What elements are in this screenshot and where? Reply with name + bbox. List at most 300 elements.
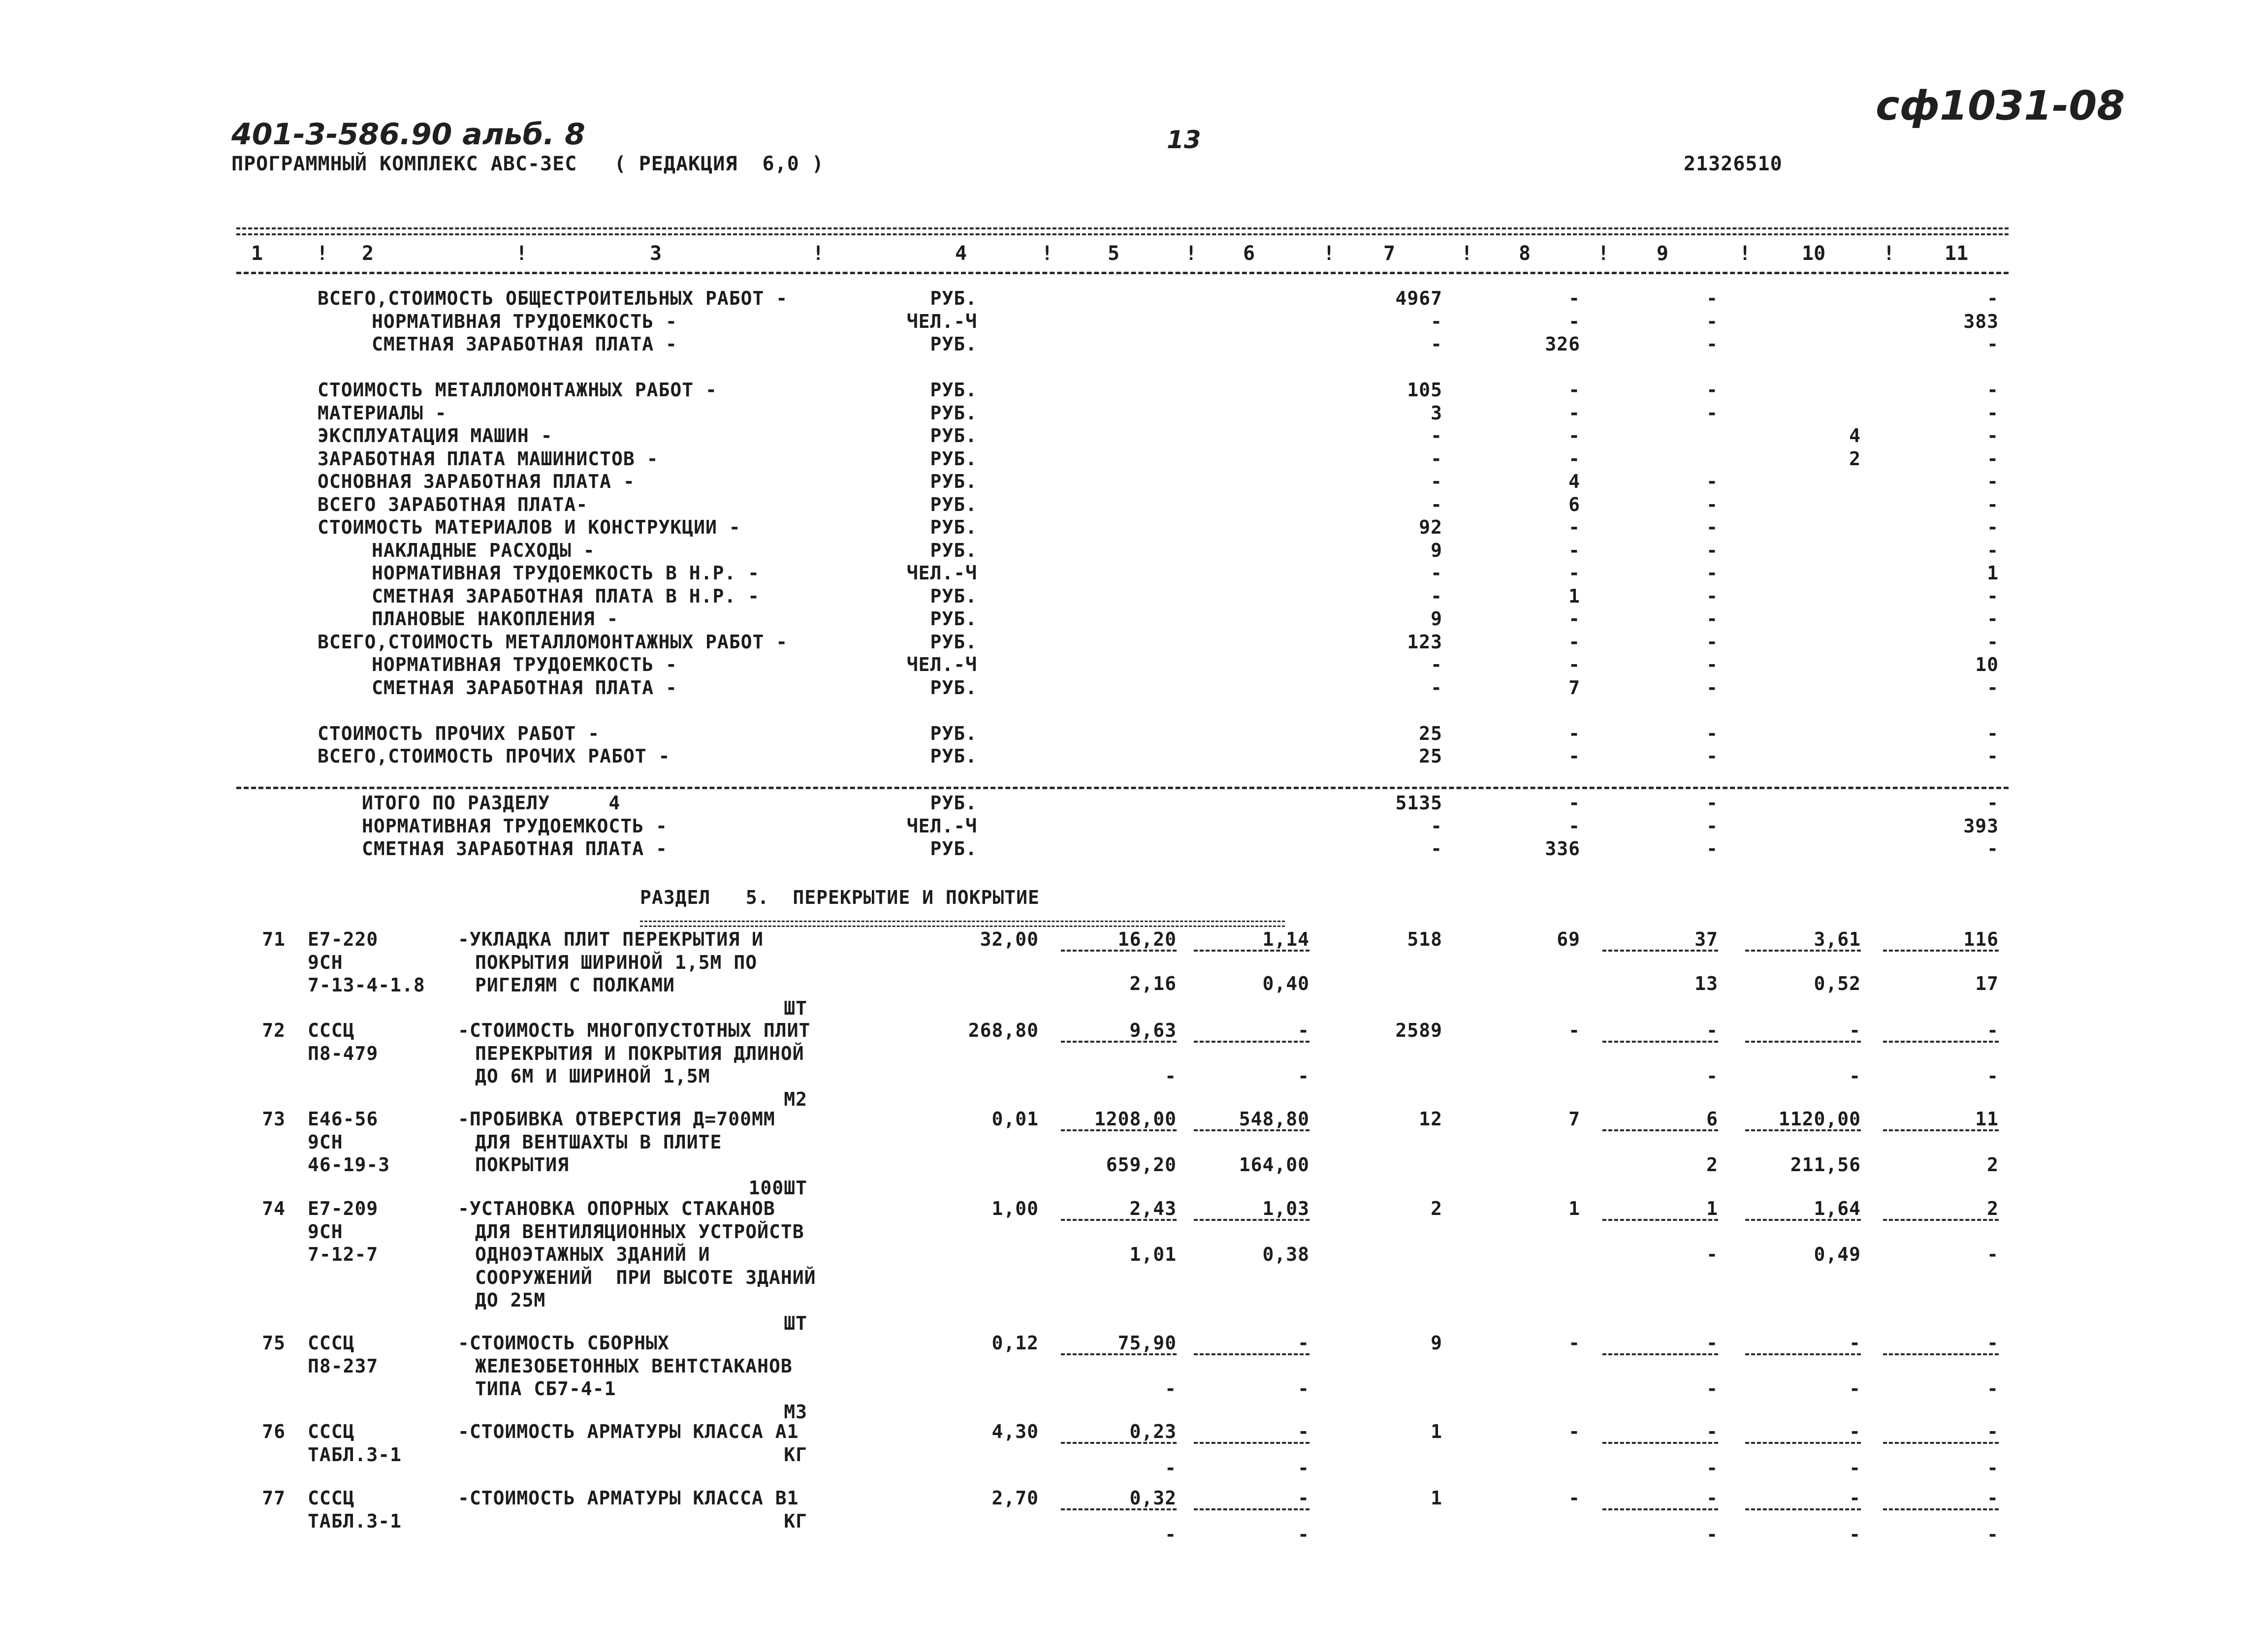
summary-c11: 383 (1963, 310, 1999, 332)
summary-c11: - (1987, 471, 1999, 492)
section-total-rule (236, 787, 2009, 789)
item-top-c7: 12 (1419, 1108, 1442, 1130)
summary-c7: - (1431, 676, 1442, 699)
cell-separator (1745, 1219, 1861, 1221)
item-bottom-c11: - (1987, 1244, 1999, 1265)
cell-separator (1883, 1442, 1999, 1444)
total-c8: 336 (1545, 838, 1580, 860)
summary-c11: 1 (1987, 562, 1999, 584)
column-separator: ! (1041, 242, 1054, 265)
total-c9: - (1706, 838, 1718, 860)
item-bottom-c5: 659,20 (1106, 1154, 1177, 1176)
total-unit: РУБ. (930, 792, 977, 814)
item-top-c8: 1 (1568, 1198, 1580, 1219)
item-top-c10: 3,61 (1814, 928, 1861, 950)
item-code: 46-19-3 (308, 1154, 390, 1176)
summary-c7: - (1431, 447, 1442, 470)
section-title: РАЗДЕЛ 5. ПЕРЕКРЫТИЕ И ПОКРЫТИЕ (640, 887, 1040, 908)
summary-c10: 2 (1849, 447, 1861, 470)
cell-separator (1061, 950, 1177, 952)
item-description: ДЛЯ ВЕНТШАХТЫ В ПЛИТЕ (475, 1131, 722, 1153)
summary-unit: РУБ. (930, 676, 977, 699)
summary-c11: 10 (1975, 654, 1999, 675)
cell-separator (1061, 1353, 1177, 1355)
summary-c8: 6 (1568, 493, 1580, 515)
summary-c9: - (1706, 493, 1718, 515)
summary-c8: - (1568, 562, 1580, 584)
cell-separator (1745, 1442, 1861, 1444)
item-top-c9: 6 (1706, 1108, 1718, 1130)
item-bottom-c5: - (1165, 1457, 1177, 1479)
column-header-2: 2 (362, 242, 374, 265)
total-c8: - (1568, 792, 1580, 814)
item-top-c7: 2589 (1395, 1020, 1442, 1041)
item-code: 9СН (308, 951, 343, 973)
item-description: -СТОИМОСТЬ СБОРНЫХ (458, 1332, 670, 1354)
cell-separator (1194, 1508, 1310, 1510)
item-top-c11: 11 (1975, 1108, 1999, 1130)
cell-separator (1745, 1508, 1861, 1510)
cell-separator (1602, 1219, 1718, 1221)
summary-label: НОРМАТИВНАЯ ТРУДОЕМКОСТЬ - (372, 310, 677, 332)
summary-label: ВСЕГО ЗАРАБОТНАЯ ПЛАТА- (318, 493, 588, 515)
item-code: СССЦ (308, 1487, 355, 1509)
item-top-c4: 2,70 (991, 1487, 1039, 1509)
total-c7: - (1431, 815, 1442, 837)
column-header-8: 8 (1519, 242, 1531, 265)
summary-c7: - (1431, 654, 1442, 675)
summary-label: ОСНОВНАЯ ЗАРАБОТНАЯ ПЛАТА - (318, 471, 635, 492)
item-top-c7: 1 (1431, 1421, 1442, 1442)
summary-c8: 326 (1545, 333, 1580, 355)
cell-separator (1883, 1353, 1999, 1355)
item-code: 7-13-4-1.8 (308, 974, 425, 996)
summary-c11: - (1987, 493, 1999, 515)
summary-unit: РУБ. (930, 722, 977, 744)
summary-label: ЗАРАБОТНАЯ ПЛАТА МАШИНИСТОВ - (318, 447, 659, 470)
item-top-c8: - (1568, 1421, 1580, 1442)
item-description: -УКЛАДКА ПЛИТ ПЕРЕКРЫТИЯ И (458, 928, 764, 950)
item-bottom-c11: 17 (1975, 973, 1999, 994)
item-description: ПОКРЫТИЯ ШИРИНОЙ 1,5М ПО (475, 951, 758, 973)
item-code: Е46-56 (308, 1108, 379, 1130)
item-bottom-c10: 211,56 (1790, 1154, 1861, 1176)
summary-c7: 25 (1419, 745, 1442, 767)
item-bottom-c6: 164,00 (1239, 1154, 1310, 1176)
item-bottom-c6: 0,38 (1262, 1244, 1310, 1265)
item-top-c6: - (1298, 1487, 1310, 1509)
summary-c7: 9 (1431, 608, 1442, 630)
summary-c8: - (1568, 425, 1580, 447)
summary-unit: РУБ. (930, 631, 977, 653)
summary-unit: ЧЕЛ.-Ч (906, 654, 977, 675)
item-top-c11: 2 (1987, 1198, 1999, 1219)
item-top-c5: 16,20 (1118, 928, 1177, 950)
summary-unit: РУБ. (930, 425, 977, 447)
item-code: ТАБЛ.3-1 (308, 1510, 402, 1532)
summary-c8: - (1568, 287, 1580, 309)
cell-separator (1883, 1129, 1999, 1131)
item-top-c10: 1120,00 (1778, 1108, 1861, 1130)
page-number: 13 (1167, 126, 1201, 154)
item-top-c9: - (1706, 1421, 1718, 1442)
summary-c7: 9 (1431, 539, 1442, 561)
summary-c7: 4967 (1395, 287, 1442, 309)
column-header-3: 3 (650, 242, 662, 265)
item-code: П8-479 (308, 1042, 379, 1064)
summary-c9: - (1706, 608, 1718, 630)
summary-c9: - (1706, 310, 1718, 332)
summary-c8: - (1568, 310, 1580, 332)
summary-c8: 1 (1568, 585, 1580, 607)
item-top-c4: 32,00 (980, 928, 1039, 950)
cell-separator (1602, 1442, 1718, 1444)
total-c7: 5135 (1395, 792, 1442, 814)
column-header-7: 7 (1383, 242, 1396, 265)
item-top-c9: - (1706, 1332, 1718, 1354)
item-top-c5: 1208,00 (1094, 1108, 1177, 1130)
summary-label: ВСЕГО,СТОИМОСТЬ ОБЩЕСТРОИТЕЛЬНЫХ РАБОТ - (318, 287, 788, 309)
column-separator: ! (316, 242, 328, 265)
summary-label: СМЕТНАЯ ЗАРАБОТНАЯ ПЛАТА - (372, 333, 677, 355)
item-top-c8: 7 (1568, 1108, 1580, 1130)
column-header-6: 6 (1243, 242, 1255, 265)
column-separator: ! (812, 242, 825, 265)
column-separator: ! (1185, 242, 1197, 265)
item-code: 9СН (308, 1220, 343, 1243)
item-top-c7: 1 (1431, 1487, 1442, 1509)
item-top-c11: - (1987, 1421, 1999, 1442)
item-bottom-c5: - (1165, 1065, 1177, 1087)
item-top-c6: 548,80 (1239, 1108, 1310, 1130)
item-top-c5: 9,63 (1129, 1020, 1177, 1041)
summary-c8: - (1568, 379, 1580, 401)
summary-c11: - (1987, 745, 1999, 767)
item-top-c5: 0,23 (1129, 1421, 1177, 1442)
summary-c7: 25 (1419, 722, 1442, 744)
item-bottom-c6: - (1298, 1457, 1310, 1479)
summary-label: ЭКСПЛУАТАЦИЯ МАШИН - (318, 425, 553, 447)
cell-separator (1602, 1041, 1718, 1043)
summary-c11: - (1987, 539, 1999, 561)
item-top-c10: 1,64 (1814, 1198, 1861, 1219)
item-number: 75 (262, 1332, 286, 1354)
item-code: ТАБЛ.3-1 (308, 1443, 402, 1466)
item-description: -СТОИМОСТЬ АРМАТУРЫ КЛАССА А1 (458, 1421, 799, 1442)
item-description: -ПРОБИВКА ОТВЕРСТИЯ Д=700ММ (458, 1108, 775, 1130)
cell-separator (1061, 1041, 1177, 1043)
summary-c11: - (1987, 676, 1999, 699)
summary-unit: РУБ. (930, 333, 977, 355)
summary-c9: - (1706, 676, 1718, 699)
item-top-c7: 9 (1431, 1332, 1442, 1354)
item-top-c11: - (1987, 1487, 1999, 1509)
summary-c9: - (1706, 745, 1718, 767)
column-separator: ! (1597, 242, 1610, 265)
item-bottom-c6: 0,40 (1262, 973, 1310, 994)
summary-c8: - (1568, 654, 1580, 675)
summary-c7: - (1431, 333, 1442, 355)
item-number: 74 (262, 1198, 286, 1219)
item-code: П8-237 (308, 1355, 379, 1377)
item-top-c9: - (1706, 1020, 1718, 1041)
table-top-rule (236, 227, 2009, 229)
summary-unit: РУБ. (930, 516, 977, 538)
summary-c7: - (1431, 425, 1442, 447)
cell-separator (1194, 1353, 1310, 1355)
item-bottom-c5: 2,16 (1129, 973, 1177, 994)
total-c11: 393 (1963, 815, 1999, 837)
item-top-c8: 69 (1557, 928, 1580, 950)
item-top-c4: 4,30 (991, 1421, 1039, 1442)
item-code: 9СН (308, 1131, 343, 1153)
total-c9: - (1706, 792, 1718, 814)
summary-c9: - (1706, 333, 1718, 355)
item-top-c11: - (1987, 1020, 1999, 1041)
summary-label: СТОИМОСТЬ МЕТАЛЛОМОНТАЖНЫХ РАБОТ - (318, 379, 717, 401)
summary-c7: 92 (1419, 516, 1442, 538)
summary-c9: - (1706, 539, 1718, 561)
summary-label: ВСЕГО,СТОИМОСТЬ МЕТАЛЛОМОНТАЖНЫХ РАБОТ - (318, 631, 788, 653)
cell-separator (1883, 1508, 1999, 1510)
item-unit: М3 (784, 1401, 807, 1423)
summary-label: НАКЛАДНЫЕ РАСХОДЫ - (372, 539, 595, 561)
summary-unit: РУБ. (930, 608, 977, 630)
item-unit: ШТ (784, 997, 807, 1019)
summary-unit: РУБ. (930, 539, 977, 561)
summary-c11: - (1987, 287, 1999, 309)
summary-c9: - (1706, 654, 1718, 675)
total-c8: - (1568, 815, 1580, 837)
item-unit: 100ШТ (748, 1177, 807, 1199)
item-unit: ШТ (784, 1312, 807, 1334)
document-code: 21326510 (1684, 153, 1783, 175)
summary-c9: - (1706, 562, 1718, 584)
summary-unit: РУБ. (930, 493, 977, 515)
summary-c8: - (1568, 516, 1580, 538)
summary-unit: ЧЕЛ.-Ч (906, 562, 977, 584)
item-top-c10: - (1849, 1421, 1861, 1442)
item-top-c11: 116 (1963, 928, 1999, 950)
item-bottom-c11: - (1987, 1378, 1999, 1400)
summary-c11: - (1987, 379, 1999, 401)
cell-separator (1602, 1129, 1718, 1131)
handwritten-album-code: 401-3-586.90 альб. 8 (231, 117, 585, 152)
cell-separator (1061, 1442, 1177, 1444)
section-title-underline (640, 921, 1285, 922)
item-number: 73 (262, 1108, 286, 1130)
item-bottom-c9: - (1706, 1065, 1718, 1087)
item-top-c5: 0,32 (1129, 1487, 1177, 1509)
item-description: ДЛЯ ВЕНТИЛЯЦИОННЫХ УСТРОЙСТВ (475, 1220, 804, 1243)
total-unit: ЧЕЛ.-Ч (906, 815, 977, 837)
item-top-c8: - (1568, 1332, 1580, 1354)
column-header-1: 1 (251, 242, 263, 265)
total-unit: РУБ. (930, 838, 977, 860)
summary-c7: - (1431, 471, 1442, 492)
cell-separator (1883, 1041, 1999, 1043)
cell-separator (1745, 950, 1861, 952)
item-number: 71 (262, 928, 286, 950)
summary-c9: - (1706, 631, 1718, 653)
summary-c7: - (1431, 585, 1442, 607)
column-separator: ! (1739, 242, 1751, 265)
summary-unit: РУБ. (930, 471, 977, 492)
summary-c8: - (1568, 608, 1580, 630)
item-bottom-c10: - (1849, 1457, 1861, 1479)
item-top-c6: 1,03 (1262, 1198, 1310, 1219)
summary-unit: РУБ. (930, 287, 977, 309)
cell-separator (1194, 1129, 1310, 1131)
item-description: ДО 25М (475, 1289, 546, 1311)
total-label: НОРМАТИВНАЯ ТРУДОЕМКОСТЬ - (362, 815, 668, 837)
item-top-c5: 75,90 (1118, 1332, 1177, 1354)
cell-separator (1745, 1129, 1861, 1131)
summary-c11: - (1987, 608, 1999, 630)
summary-c8: 7 (1568, 676, 1580, 699)
cell-separator (1745, 1353, 1861, 1355)
cell-separator (1745, 1041, 1861, 1043)
summary-label: СТОИМОСТЬ ПРОЧИХ РАБОТ - (318, 722, 600, 744)
column-separator: ! (1323, 242, 1335, 265)
cell-separator (1194, 1442, 1310, 1444)
item-top-c10: - (1849, 1332, 1861, 1354)
summary-c7: 105 (1407, 379, 1442, 401)
summary-c9: - (1706, 585, 1718, 607)
item-bottom-c10: 0,52 (1814, 973, 1861, 994)
summary-c8: - (1568, 745, 1580, 767)
cell-separator (1194, 1041, 1310, 1043)
summary-c11: - (1987, 516, 1999, 538)
item-top-c11: - (1987, 1332, 1999, 1354)
item-bottom-c5: - (1165, 1378, 1177, 1400)
item-bottom-c6: - (1298, 1065, 1310, 1087)
item-description: ПОКРЫТИЯ (475, 1154, 570, 1176)
item-bottom-c10: - (1849, 1524, 1861, 1546)
item-top-c4: 0,12 (991, 1332, 1039, 1354)
item-description: ОДНОЭТАЖНЫХ ЗДАНИЙ И (475, 1244, 710, 1265)
cell-separator (1194, 950, 1310, 952)
cell-separator (1061, 1129, 1177, 1131)
summary-c11: - (1987, 447, 1999, 470)
summary-c7: 123 (1407, 631, 1442, 653)
summary-c11: - (1987, 333, 1999, 355)
item-description: ДО 6М И ШИРИНОЙ 1,5М (475, 1065, 710, 1087)
item-top-c5: 2,43 (1129, 1198, 1177, 1219)
summary-c11: - (1987, 722, 1999, 744)
total-c7: - (1431, 838, 1442, 860)
item-top-c9: 1 (1706, 1198, 1718, 1219)
summary-unit: РУБ. (930, 402, 977, 424)
total-c11: - (1987, 838, 1999, 860)
cell-separator (1061, 1219, 1177, 1221)
item-description: -СТОИМОСТЬ АРМАТУРЫ КЛАССА В1 (458, 1487, 799, 1509)
column-separator: ! (1883, 242, 1895, 265)
cell-separator (1602, 1353, 1718, 1355)
item-bottom-c5: - (1165, 1524, 1177, 1546)
item-code: СССЦ (308, 1020, 355, 1041)
summary-c8: - (1568, 402, 1580, 424)
item-bottom-c11: - (1987, 1457, 1999, 1479)
summary-c7: - (1431, 493, 1442, 515)
item-top-c6: - (1298, 1332, 1310, 1354)
column-separator: ! (515, 242, 528, 265)
column-header-11: 11 (1945, 242, 1969, 265)
item-bottom-c9: 2 (1706, 1154, 1718, 1176)
item-code: Е7-209 (308, 1198, 379, 1219)
column-header-rule (236, 272, 2009, 274)
program-line: ПРОГРАММНЫЙ КОМПЛЕКС АВС-3ЕС ( РЕДАКЦИЯ 6,0 ) (231, 153, 824, 175)
item-bottom-c9: - (1706, 1244, 1718, 1265)
column-header-9: 9 (1657, 242, 1669, 265)
column-header-4: 4 (955, 242, 967, 265)
summary-c10: 4 (1849, 425, 1861, 447)
item-top-c8: - (1568, 1487, 1580, 1509)
summary-unit: РУБ. (930, 585, 977, 607)
item-code: СССЦ (308, 1421, 355, 1442)
item-description: -УСТАНОВКА ОПОРНЫХ СТАКАНОВ (458, 1198, 775, 1219)
item-unit: КГ (784, 1510, 807, 1532)
column-header-10: 10 (1802, 242, 1826, 265)
summary-c7: 3 (1431, 402, 1442, 424)
item-bottom-c10: - (1849, 1065, 1861, 1087)
summary-c8: - (1568, 722, 1580, 744)
cell-separator (1883, 950, 1999, 952)
item-top-c10: - (1849, 1487, 1861, 1509)
total-c11: - (1987, 792, 1999, 814)
item-code: СССЦ (308, 1332, 355, 1354)
summary-label: СТОИМОСТЬ МАТЕРИАЛОВ И КОНСТРУКЦИИ - (318, 516, 741, 538)
summary-unit: РУБ. (930, 379, 977, 401)
cell-separator (1061, 1508, 1177, 1510)
item-number: 76 (262, 1421, 286, 1442)
item-top-c4: 1,00 (991, 1198, 1039, 1219)
item-bottom-c9: - (1706, 1524, 1718, 1546)
item-description: ТИПА СБ7-4-1 (475, 1378, 616, 1400)
column-separator: ! (1461, 242, 1473, 265)
item-bottom-c9: 13 (1694, 973, 1718, 994)
item-top-c4: 268,80 (968, 1020, 1039, 1041)
summary-unit: ЧЕЛ.-Ч (906, 310, 977, 332)
item-bottom-c6: - (1298, 1524, 1310, 1546)
summary-c9: - (1706, 402, 1718, 424)
summary-c8: - (1568, 447, 1580, 470)
summary-label: СМЕТНАЯ ЗАРАБОТНАЯ ПЛАТА В Н.Р. - (372, 585, 760, 607)
summary-label: НОРМАТИВНАЯ ТРУДОЕМКОСТЬ - (372, 654, 677, 675)
item-top-c7: 518 (1407, 928, 1442, 950)
item-top-c7: 2 (1431, 1198, 1442, 1219)
item-unit: КГ (784, 1443, 807, 1466)
cell-separator (1602, 950, 1718, 952)
column-header-5: 5 (1108, 242, 1120, 265)
summary-c8: - (1568, 631, 1580, 653)
item-bottom-c11: - (1987, 1524, 1999, 1546)
summary-label: ВСЕГО,СТОИМОСТЬ ПРОЧИХ РАБОТ - (318, 745, 671, 767)
item-bottom-c10: 0,49 (1814, 1244, 1861, 1265)
cell-separator (1883, 1219, 1999, 1221)
item-description: РИГЕЛЯМ С ПОЛКАМИ (475, 974, 675, 996)
handwritten-corner-code: сф1031-08 (1876, 83, 2125, 129)
summary-c11: - (1987, 585, 1999, 607)
item-description: -СТОИМОСТЬ МНОГОПУСТОТНЫХ ПЛИТ (458, 1020, 811, 1041)
cell-separator (1194, 1219, 1310, 1221)
item-top-c9: 37 (1694, 928, 1718, 950)
summary-label: МАТЕРИАЛЫ - (318, 402, 447, 424)
summary-c11: - (1987, 425, 1999, 447)
item-top-c10: - (1849, 1020, 1861, 1041)
summary-c9: - (1706, 471, 1718, 492)
summary-c11: - (1987, 402, 1999, 424)
